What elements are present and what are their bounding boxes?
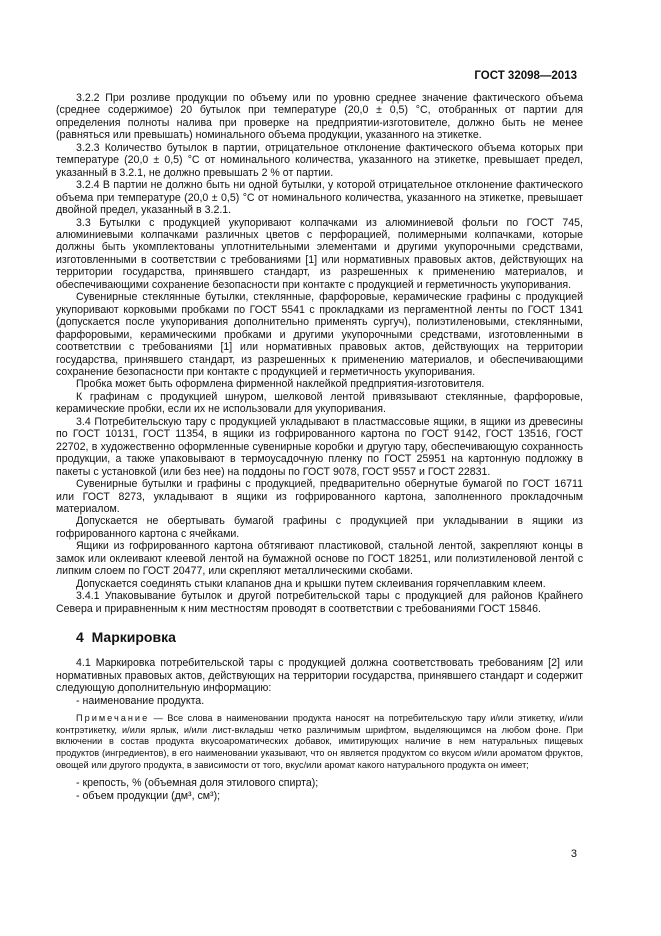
section-heading (76, 629, 583, 646)
paragraph-no-wrap: Допускается не обертывать бумагой графины с продукцией при укладывании в ящики из гофрированного картона с ячейками. (56, 515, 583, 540)
paragraph-3-2-2: 3.2.2 При розливе продукции по объему или по уровню среднее значение фактического объема (среднее содержимое) 20 бутылок при температуре (20,0 ± 0,5) °С, отобранных от партии для определения полноты налива при проверке на предприятии-изготовителе, должно быть не менее (равняться или превышать) номинального объема продукции, указанного на этикетке. (56, 92, 583, 142)
paragraph-3-4: 3.4 Потребительскую тару с продукцией укладывают в пластмассовые ящики, в ящики из древесины по ГОСТ 10131, ГОСТ 11354, в ящики из гофрированного картона по ГОСТ 9142, ГОСТ 13516, ГОСТ 22702, в художественно оформленные сувенирные коробки и другую тару, обеспечивающую сохранность продукции, а также упаковывают в термоусадочную пленку по ГОСТ 25951 на картонную подложку в пакеты с установкой (или без нее) на поддоны по ГОСТ 9078, ГОСТ 9557 и ГОСТ 22831. (56, 415, 583, 478)
paragraph-glue-joints: Допускается соединять стыки клапанов дна и крышки путем склеивания горячеплавким клеем. (76, 577, 546, 590)
paragraph-3-2-3: 3.2.3 Количество бутылок в партии, отрицательное отклонение фактического объема которых при температуре (20,0 ± 0,5) °С от номинального количества, указанного на этикетке, превышает предел, указанный в 3.2.1, не должно превышать 2 % от партии. (56, 141, 583, 179)
paragraph-box-strapping: Ящики из гофрированного картона обтягивают пластиковой, стальной лентой, закрепляют концы в замок или оклеивают клеевой лентой на бумажной основе по ГОСТ 18251, или полиэтиленовой лентой с липким слоем по ГОСТ 20477, или скрепляют металлическими скобами. (56, 540, 583, 578)
paragraph-4-1: 4.1 Маркировка потребительской тары с продукцией должна соответствовать требованиям [2] или нормативных правовых актов, действующих на территории государства, принявшего стандарт и содержит следующую дополнительную информацию: (56, 657, 583, 695)
paragraph-3-3: 3.3 Бутылки с продукцией укупоривают колпачками из алюминиевой фольги по ГОСТ 745, алюминиевыми колпачками различных цветов с перфорацией, полимерными колпачками, которые должны быть укомплектованы уплотнительными элементами и другими укупорочными средствами, изготовленными в соответствии с требованиями [1] или нормативных правовых актов, действующих на территории государства, принявшего стандарт, из разрешенных к применению материалов, и обеспечивающими сохранение безопасности при контакте с продукцией и герметичность укупоривания. (56, 216, 583, 291)
note-text: — Все слова в наименовании продукта наносят на потребительскую тару и/или этикетку, и/или контрэтикетку, и/или ярлык, и/или лист-вкладыш четко различимым шрифтом, выделяющимся на любом фоне. При включении в состав продукта вкусоароматических добавок, имитирующих наличие в нем натуральных пищевых продуктов (ингредиентов), в его наименовании указывают, что он является продуктом со вкусом и/или ароматом фруктов, овощей или другого продукта, в зависимости от того, вкус/или аромат какого натурального продукта он имеет; (56, 713, 583, 770)
section-title: Маркировка (91, 629, 176, 646)
list-item-product-name: - наименование продукта. (76, 694, 205, 707)
note (56, 713, 583, 771)
paragraph-souvenir-wrapping: Сувенирные бутылки и графины с продукцией, предварительно обернутые бумагой по ГОСТ 16711 или ГОСТ 8273, укладывают в ящики из гофрированного картона, заполненного прокладочным материалом. (56, 478, 583, 515)
document-header: ГОСТ 32098—2013 (474, 70, 577, 82)
paragraph-decanter-stoppers: К графинам с продукцией шнуром, шелковой лентой привязывают стеклянные, фарфоровые, керамические пробки, если их не использовали для укупоривания. (56, 390, 583, 416)
paragraph-3-4-1: 3.4.1 Упаковывание бутылок и другой потребительской тары с продукцией для районов Крайнего Севера и приравненным к ним местностям проводят в соответствии с требованиями ГОСТ 15846. (56, 590, 583, 615)
section-number: 4 (76, 629, 84, 646)
note-label: Примечание (76, 713, 150, 724)
paragraph-souvenir-bottles: Сувенирные стеклянные бутылки, стеклянные, фарфоровые, керамические графины с продукцией укупоривают корковыми пробками по ГОСТ 5541 с прокладками из пергаментной ленты по ГОСТ 1341 (допускается после укупоривания дополнительно применять сургуч), полиэтиленовыми, стеклянными, фарфоровыми, керамическими пробками и другими укупорочными средствами, изготовленными в соответствии с требованиями [1] или нормативных правовых актов, действующих на территории государства, принявшего стандарт, из разрешенных к применению материалов, и обеспечивающими сохранение безопасности при контакте с продукцией и герметичность укупоривания. (56, 291, 583, 378)
page-body (56, 92, 583, 802)
paragraph-cork-label: Пробка может быть оформлена фирменной наклейкой предприятия-изготовителя. (76, 378, 485, 391)
list-item-volume: - объем продукции (дм³, см³); (76, 789, 221, 802)
list-item-strength: - крепость, % (объемная доля этилового спирта); (76, 777, 319, 790)
paragraph-3-2-4: 3.2.4 В партии не должно быть ни одной бутылки, у которой отрицательное отклонение фактического объема при температуре (20,0 ± 0,5) °С от номинального количества, указанного на этикетке, превышает двойной предел, указанный в 3.2.1. (56, 179, 583, 217)
page-number: 3 (570, 848, 577, 860)
